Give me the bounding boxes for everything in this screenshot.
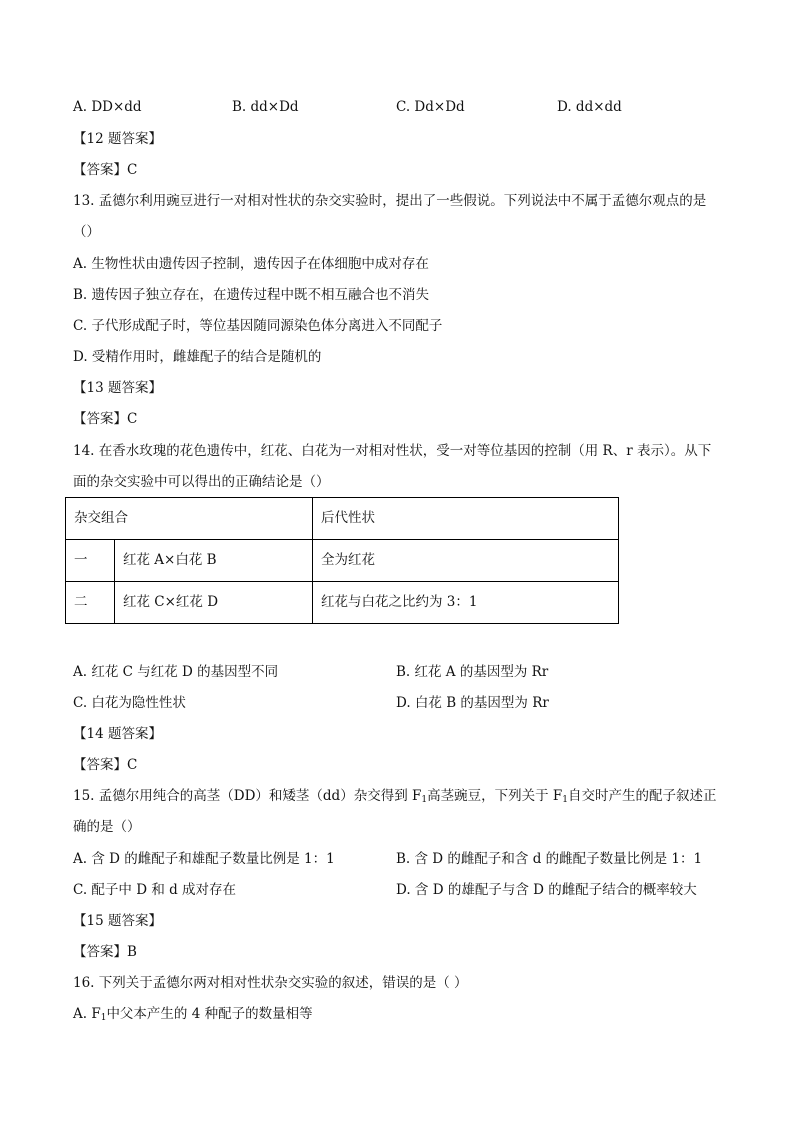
q15-option-a: A. 含 D 的雌配子和雄配子数量比例是 1：1 [73, 851, 335, 867]
q14-answer: 【答案】C [73, 757, 138, 773]
q12-answer-header: 【12 题答案】 [73, 131, 162, 147]
q15-answer: 【答案】B [73, 944, 137, 960]
q13-stem-line1: 13. 孟德尔利用豌豆进行一对相对性状的杂交实验时，提出了一些假说。下列说法中不属于孟德尔观点的是 [73, 193, 707, 209]
q14-option-b: B. 红花 A 的基因型为 Rr [396, 664, 549, 680]
q14-stem-line2: 面的杂交实验中可以得出的正确结论是（） [73, 474, 330, 490]
q15-option-b: B. 含 D 的雌配子和含 d 的雌配子数量比例是 1：1 [396, 851, 703, 867]
q14-option-a: A. 红花 C 与红花 D 的基因型不同 [73, 664, 279, 680]
q13-answer-header: 【13 题答案】 [73, 380, 162, 396]
q16-option-a-prefix: A. F [73, 1006, 101, 1022]
q12-option-b: B. dd×Dd [232, 99, 299, 115]
q13-answer: 【答案】C [73, 411, 138, 427]
q15-stem-part-a: 15. 孟德尔用纯合的高茎（DD）和矮茎（dd）杂交得到 F [73, 788, 422, 804]
table-row [66, 540, 619, 582]
q13-option-c: C. 子代形成配子时，等位基因随同源染色体分离进入不同配子 [73, 318, 443, 334]
q14-answer-header: 【14 题答案】 [73, 726, 162, 742]
q16-option-a-text: 中父本产生的 4 种配子的数量相等 [106, 1006, 313, 1022]
q15-stem-part-c: 自交时产生的配子叙述正 [568, 788, 717, 804]
q15-stem-line2: 确的是（） [73, 819, 141, 835]
q12-answer: 【答案】C [73, 162, 138, 178]
table-header-row [66, 498, 619, 540]
q15-answer-header: 【15 题答案】 [73, 913, 162, 929]
q13-option-b: B. 遗传因子独立存在，在遗传过程中既不相互融合也不消失 [73, 287, 430, 303]
q15-stem-part-b: 高茎豌豆，下列关于 F [427, 788, 563, 804]
q13-stem-line2: （） [73, 224, 100, 240]
table-cell-offspring: 红花与白花之比约为 3：1 [313, 582, 619, 624]
q15-subscript-2: 1 [562, 795, 568, 805]
table-cell-offspring: 全为红花 [313, 540, 619, 582]
table-header-cross: 杂交组合 [66, 498, 313, 540]
table-cell-id: 二 [66, 582, 115, 624]
q14-option-d: D. 白花 B 的基因型为 Rr [396, 695, 549, 711]
q16-subscript: 1 [100, 1013, 107, 1023]
table-row [66, 582, 619, 624]
q16-option-a [73, 1008, 313, 1022]
q15-stem-line1 [73, 790, 717, 804]
q13-option-a: A. 生物性状由遗传因子控制，遗传因子在体细胞中成对存在 [73, 256, 429, 272]
q16-stem: 16. 下列关于孟德尔两对相对性状杂交实验的叙述，错误的是（ ） [73, 975, 468, 991]
table-header-offspring: 后代性状 [313, 498, 619, 540]
q14-stem-line1: 14. 在香水玫瑰的花色遗传中，红花、白花为一对相对性状，受一对等位基因的控制（用 R、r 表示）。从下 [73, 443, 712, 459]
q12-option-a: A. DD×dd [73, 99, 142, 115]
table-cell-cross: 红花 A×白花 B [115, 540, 313, 582]
table-cell-id: 一 [66, 540, 115, 582]
q12-option-d: D. dd×dd [557, 99, 622, 115]
q15-option-c: C. 配子中 D 和 d 成对存在 [73, 882, 237, 898]
q13-option-d: D. 受精作用时，雌雄配子的结合是随机的 [73, 349, 322, 365]
q15-subscript-1: 1 [421, 795, 428, 805]
q15-option-d: D. 含 D 的雄配子与含 D 的雌配子结合的概率较大 [396, 882, 697, 898]
q12-option-c: C. Dd×Dd [396, 99, 465, 115]
table-cell-cross: 红花 C×红花 D [115, 582, 313, 624]
q14-option-c: C. 白花为隐性性状 [73, 695, 186, 711]
q14-cross-table [65, 497, 619, 624]
